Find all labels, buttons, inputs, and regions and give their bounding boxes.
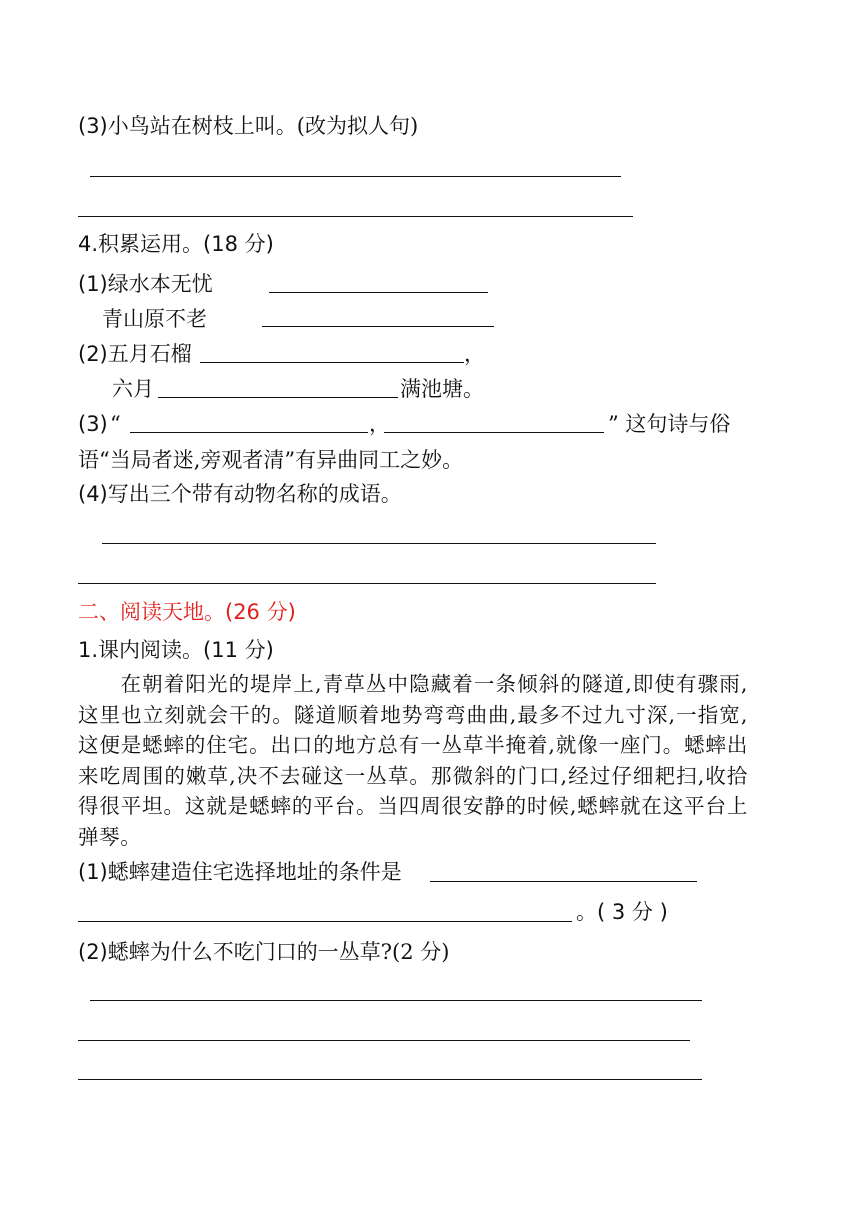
question-text: ” 这句诗与俗 — [608, 412, 731, 436]
poem-line: 六月 — [112, 377, 154, 401]
question-text: 小鸟站在树枝上叫。(改为拟人句) — [107, 114, 419, 138]
reading-passage — [78, 669, 748, 852]
q4-4 — [78, 480, 402, 508]
answer-line[interactable] — [90, 1000, 702, 1001]
poem-line: 满池塘。 — [400, 377, 484, 401]
answer-line[interactable] — [269, 292, 488, 293]
question-text: 语“当局者迷,旁观者清”有异曲同工之妙。 — [78, 448, 464, 472]
question-number: (2) — [78, 342, 108, 366]
poem-line: 五月石榴 — [107, 342, 192, 366]
score-note: 。( 3 分 ) — [576, 900, 668, 924]
section-title: 1.课内阅读。(11 分) — [78, 638, 274, 662]
reading-q2 — [78, 938, 449, 966]
answer-line[interactable] — [78, 921, 572, 922]
question-text: 写出三个带有动物名称的成语。 — [107, 482, 402, 506]
question-text: 蟋蟀为什么不吃门口的一丛草?(2 分) — [107, 940, 450, 964]
punctuation: ， — [464, 342, 485, 366]
section-title: 4.积累运用。(18 分) — [78, 232, 274, 256]
answer-line[interactable] — [200, 362, 464, 363]
q4-2-line1 — [78, 340, 192, 368]
answer-line[interactable] — [78, 1079, 702, 1080]
answer-line[interactable] — [102, 543, 656, 544]
answer-line[interactable] — [78, 216, 633, 217]
answer-line[interactable] — [158, 397, 398, 398]
question-number: (3) — [78, 114, 108, 138]
answer-line[interactable] — [90, 176, 621, 177]
answer-line[interactable] — [78, 583, 656, 584]
open-quote: “ — [110, 412, 121, 436]
question-number: (4) — [78, 482, 108, 506]
reading-q1 — [78, 858, 402, 886]
answer-line[interactable] — [78, 1040, 690, 1041]
part-title: 二、阅读天地。(26 分) — [78, 600, 296, 624]
question-text: 蟋蟀建造住宅选择地址的条件是 — [107, 860, 402, 884]
answer-line[interactable] — [430, 881, 697, 882]
question-3-3 — [78, 112, 418, 140]
answer-line[interactable] — [384, 432, 604, 433]
question-number: (1) — [78, 272, 108, 296]
question-number: (3) — [78, 412, 108, 436]
poem-line: 青山原不老 — [102, 307, 207, 331]
passage-text: 在朝着阳光的堤岸上,青草丛中隐藏着一条倾斜的隧道,即使有骤雨,这里也立刻就会干的。隧道顺着地势弯弯曲曲,最多不过九寸深,一指宽,这便是蟋蟀的住宅。出口的地方总有一丛草半掩着,就像一座门。蟋蟀出来吃周围的嫩草,决不去碰这一丛草。那微斜的门口,经过仔细耙扫,收拾得很平坦。这就是蟋蟀的平台。当四周很安静的时候,蟋蟀就在这平台上弹琴。 — [78, 672, 748, 849]
answer-line[interactable] — [130, 432, 368, 433]
q4-1-line1 — [78, 270, 213, 298]
question-number: (1) — [78, 860, 108, 884]
answer-line[interactable] — [262, 326, 494, 327]
punctuation: ， — [369, 412, 390, 436]
poem-line: 绿水本无忧 — [107, 272, 213, 296]
question-number: (2) — [78, 940, 108, 964]
